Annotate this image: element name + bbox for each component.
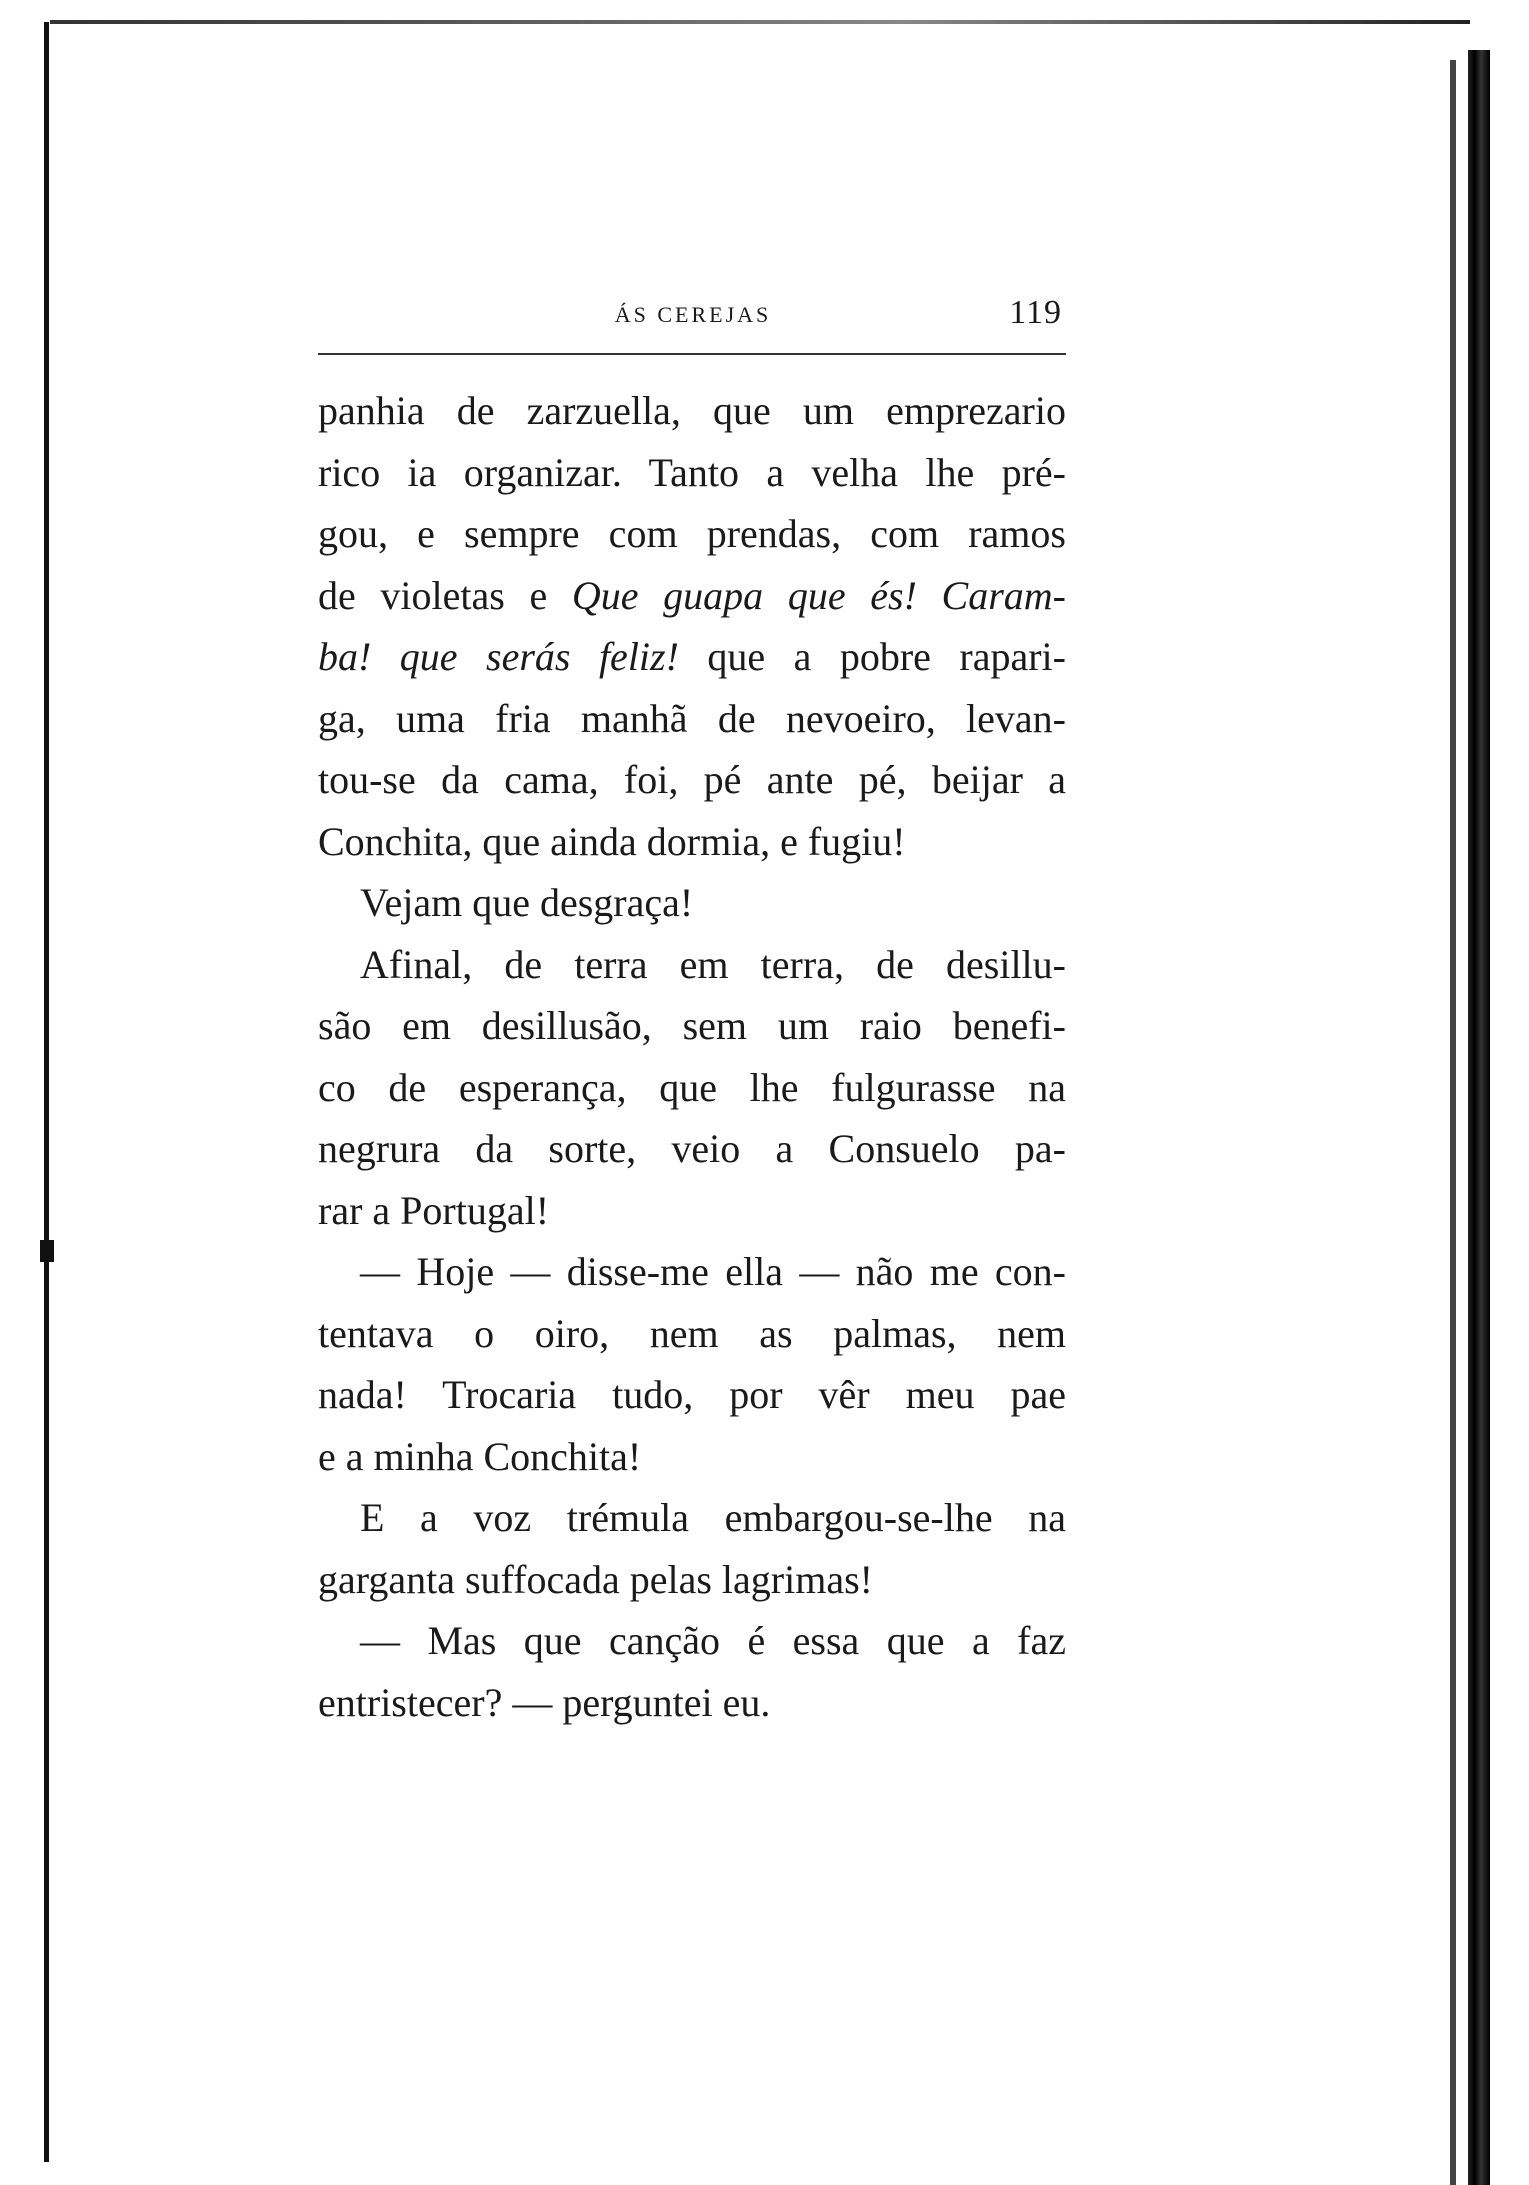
scan-edge-notch: [40, 1240, 54, 1262]
text-line: rico ia organizar. Tanto a velha lhe pré-: [318, 449, 1066, 495]
text-line: entristecer? — perguntei eu.: [318, 1679, 771, 1725]
text-line: — Mas que canção é essa que a faz: [360, 1618, 1066, 1663]
text-line: nada! Trocaria tudo, por vêr meu pae: [318, 1372, 1066, 1417]
paragraph-6: [318, 1610, 1066, 1733]
running-title: ÁS CEREJAS: [614, 302, 772, 327]
text-line: — Hoje — disse-me ella — não me con-: [360, 1249, 1066, 1294]
scan-edge-right-inner: [1450, 60, 1456, 2185]
scan-edge-top: [50, 20, 1470, 24]
scan-edge-right: [1468, 50, 1490, 2185]
body-text: [318, 380, 1066, 1733]
text-line: são em desillusão, sem um raio benefi-: [318, 1003, 1066, 1048]
text-line: [318, 626, 1066, 688]
paragraph-4: [318, 1241, 1066, 1487]
text-line: tou-se da cama, foi, pé ante pé, beijar a: [318, 757, 1066, 802]
text-line: tentava o oiro, nem as palmas, nem: [318, 1310, 1066, 1356]
paragraph-2: [318, 872, 1066, 934]
header-rule: [318, 353, 1066, 355]
text-run: de violetas e: [318, 572, 572, 618]
italic-quote: ba! que serás feliz!: [318, 634, 679, 679]
text-line: co de esperança, que lhe fulgurasse na: [318, 1064, 1066, 1110]
text-line: Vejam que desgraça!: [360, 880, 694, 925]
paragraph-1: [318, 380, 1066, 872]
text-line: rar a Portugal!: [318, 1187, 550, 1233]
page-number: 119: [1009, 294, 1062, 331]
text-line: negrura da sorte, veio a Consuelo pa-: [318, 1126, 1066, 1171]
text-line: gou, e sempre com prendas, com ramos: [318, 511, 1066, 556]
text-line: E a voz trémula embargou-se-lhe na: [360, 1495, 1066, 1540]
running-head: [318, 290, 1068, 338]
paragraph-3: [318, 934, 1066, 1242]
text-line: e a minha Conchita!: [318, 1433, 642, 1479]
text-line: garganta suffocada pelas lagrimas!: [318, 1556, 873, 1602]
text-line: panhia de zarzuella, que um emprezario: [318, 388, 1066, 433]
text-line: Afinal, de terra em terra, de desillu-: [360, 941, 1066, 987]
italic-quote: Que guapa que és! Caram-: [571, 572, 1066, 618]
text-line: ga, uma fria manhã de nevoeiro, levan-: [318, 695, 1066, 741]
scan-edge-left: [44, 22, 49, 2162]
text-run: que a pobre rapari-: [678, 634, 1066, 679]
paragraph-5: [318, 1487, 1066, 1610]
text-line: Conchita, que ainda dormia, e fugiu!: [318, 818, 906, 864]
text-line: [318, 565, 1066, 627]
